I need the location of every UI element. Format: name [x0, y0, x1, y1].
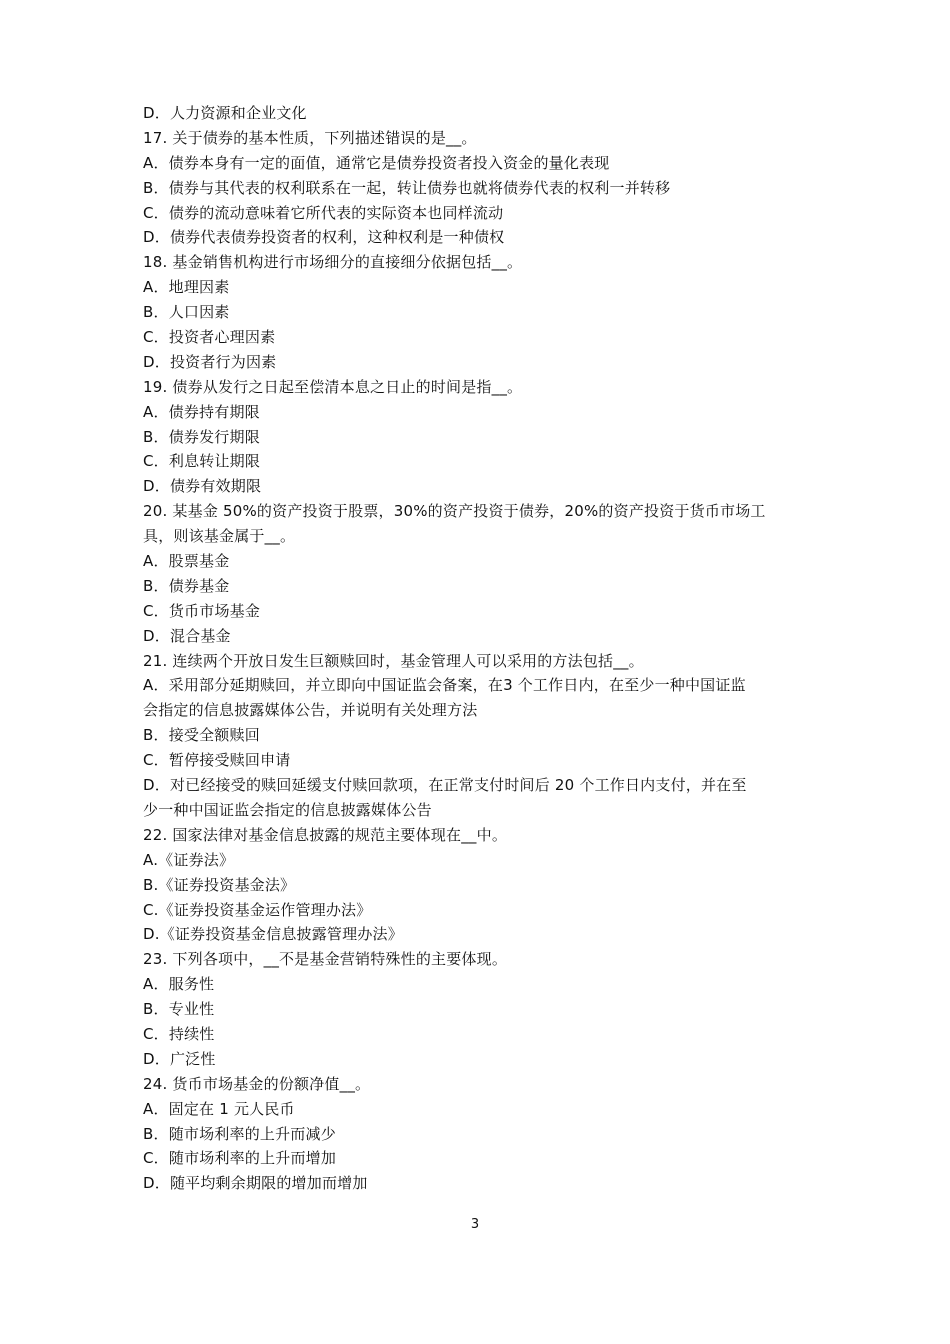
text-line: A．债券本身有一定的面值，通常它是债券投资者投入资金的量化表现	[143, 153, 610, 172]
text-line: A．股票基金	[143, 552, 230, 571]
text-line: C．投资者心理因素	[143, 328, 276, 347]
text-line: 23. 下列各项中，__不是基金营销特殊性的主要体现。	[143, 950, 508, 969]
text-line: B．随市场利率的上升而减少	[143, 1124, 336, 1143]
text-line: C．债券的流动意味着它所代表的实际资本也同样流动	[143, 203, 504, 222]
text-line: B．债券与其代表的权利联系在一起，转让债券也就将债券代表的权利一并转移	[143, 178, 671, 197]
text-line: C.《证券投资基金运作管理办法》	[143, 900, 372, 919]
text-line: 18. 基金销售机构进行市场细分的直接细分依据包括__。	[143, 253, 523, 272]
text-line: 少一种中国证监会指定的信息披露媒体公告	[143, 800, 432, 819]
document-body	[143, 101, 811, 1196]
text-line: C．持续性	[143, 1024, 215, 1043]
text-line: B．人口因素	[143, 303, 230, 322]
text-line: A．地理因素	[143, 278, 230, 297]
text-line: 22. 国家法律对基金信息披露的规范主要体现在__中。	[143, 825, 508, 844]
text-line: D.《证券投资基金信息披露管理办法》	[143, 925, 403, 944]
text-line: B．专业性	[143, 1000, 215, 1019]
text-line: 24. 货币市场基金的份额净值__。	[143, 1074, 371, 1093]
text-line: B.《证券投资基金法》	[143, 875, 296, 894]
text-line: C．随市场利率的上升而增加	[143, 1149, 337, 1168]
text-line: B．接受全额赎回	[143, 726, 260, 745]
text-line: A．服务性	[143, 975, 215, 994]
text-line: A.《证券法》	[143, 850, 235, 869]
text-line: D．混合基金	[143, 626, 231, 645]
text-line: A．固定在 1 元人民币	[143, 1099, 295, 1118]
text-line: 会指定的信息披露媒体公告，并说明有关处理方法	[143, 701, 478, 720]
text-line: B．债券发行期限	[143, 427, 260, 446]
text-line: D．人力资源和企业文化	[143, 104, 307, 122]
text-line: D．投资者行为因素	[143, 352, 277, 371]
text-line: B．债券基金	[143, 576, 230, 595]
text-line: D．债券代表债券投资者的权利，这种权利是一种债权	[143, 228, 505, 247]
text-line: C．暂停接受赎回申请	[143, 751, 291, 770]
text-line: 19. 债券从发行之日起至偿清本息之日止的时间是指__。	[143, 377, 523, 396]
text-line: 具，则该基金属于__。	[143, 527, 296, 546]
text-line: 20. 某基金 50%的资产投资于股票，30%的资产投资于债券，20%的资产投资于货币市场工	[143, 502, 766, 521]
page-number: 3	[470, 1217, 480, 1232]
text-line: 17. 关于债券的基本性质，下列描述错误的是__。	[143, 128, 477, 147]
text-line: C．货币市场基金	[143, 601, 261, 620]
text-line: A．债券持有期限	[143, 402, 260, 421]
text-line: D．广泛性	[143, 1049, 216, 1068]
text-line: A．采用部分延期赎回，并立即向中国证监会备案，在3 个工作日内，在至少一种中国证监	[143, 676, 746, 695]
text-line: D．随平均剩余期限的增加而增加	[143, 1174, 368, 1193]
text-line: D．对已经接受的赎回延缓支付赎回款项，在正常支付时间后 20 个工作日内支付，并在至	[143, 776, 747, 795]
text-line: 21. 连续两个开放日发生巨额赎回时，基金管理人可以采用的方法包括__。	[143, 651, 644, 670]
text-line: C．利息转让期限	[143, 452, 261, 471]
text-line: D．债券有效期限	[143, 477, 262, 496]
